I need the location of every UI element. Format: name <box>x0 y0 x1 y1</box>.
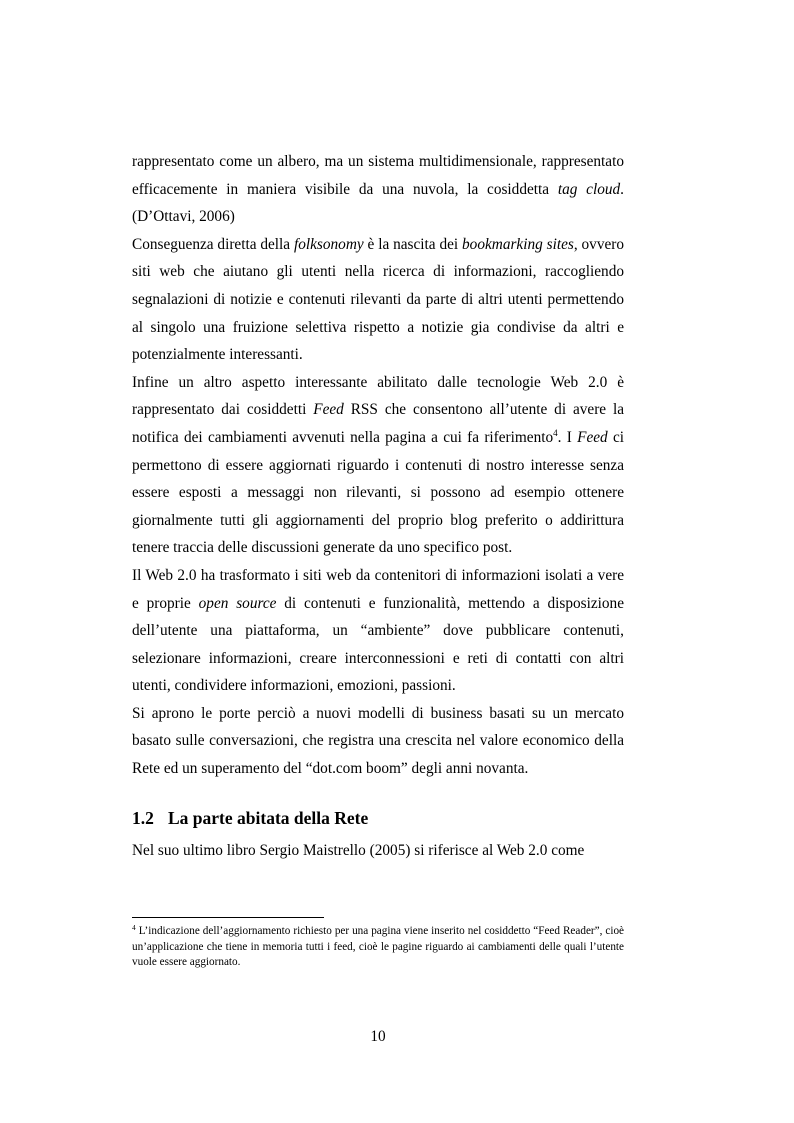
emphasis-bookmarking-sites: bookmarking sites <box>462 235 574 253</box>
text-run: RSS che consentono all’utente di avere la notifica dei cambiamenti avvenuti nella pagina a cui fa riferimento <box>132 401 625 446</box>
paragraph-6: Nel suo ultimo libro Sergio Maistrello (2005) si riferisce al Web 2.0 come <box>132 841 585 859</box>
text-run: di contenuti e funzionalità, mettendo a disposizione dell’utente una piattaforma, un “ambiente” dove pubblicare contenuti, selezionare informazioni, creare interconnessioni e reti di contatti con altri utenti, condividere informazioni, emozioni, passioni. <box>132 594 624 695</box>
emphasis-feed: Feed <box>577 428 608 446</box>
emphasis-open-source: open source <box>198 594 277 612</box>
text-run: , ovvero siti web che aiutano gli utenti nella ricerca di informazioni, raccogliendo segnalazioni di notizie e contenuti rilevanti da parte di altri utenti permettendo al singolo una fruizione selettiva rispetto a notizie gia condivise da altri e potenzialmente interessanti. <box>132 235 625 364</box>
emphasis-feed: Feed <box>313 401 344 419</box>
paragraph-3 <box>132 369 624 562</box>
text-run: rappresentato come un albero, ma un sistema multidimensionale, rappresentato efficacemente in maniera visibile da una nuvola, la cosiddetta <box>132 153 624 198</box>
section-number: 1.2 <box>132 807 154 828</box>
footnote-text: L’indicazione dell’aggiornamento richiesto per una pagina viene inserito nel cosiddetto “Feed Reader”, cioè un’applicazione che tiene in memoria tutti i feed, cioè le pagine riguardo ai cambiamenti delle quali l’utente vuole essere aggiornato. <box>132 925 624 969</box>
page-body <box>132 148 624 864</box>
footnote <box>132 924 624 971</box>
section-heading <box>132 803 624 833</box>
text-run: Infine un altro aspetto interessante abilitato dalle tecnologie Web 2.0 è rappresentato dai cosiddetti <box>132 373 624 419</box>
footnote-reference[interactable]: 4 <box>553 427 558 438</box>
page-number: 10 <box>370 1028 386 1045</box>
footnote-divider <box>132 917 324 918</box>
footnote-number: 4 <box>132 923 136 932</box>
paragraph-5: Si aprono le porte perciò a nuovi modelli di business basati su un mercato basato sulle conversazioni, che registra una crescita nel valore economico della Rete ed un superamento del “dot.com boom” degli anni novanta. <box>132 704 624 778</box>
emphasis-tag-cloud: tag cloud <box>557 180 621 198</box>
text-run: Il Web 2.0 ha trasformato i siti web da contenitori di informazioni isolati a vere e proprie <box>132 566 624 612</box>
text-run: è la nascita dei <box>363 235 463 253</box>
paragraph-2 <box>132 231 624 369</box>
paragraph-1 <box>132 148 624 231</box>
text-run: . (D’Ottavi, 2006) <box>132 180 624 226</box>
emphasis-folksonomy: folksonomy <box>293 235 364 253</box>
text-run: ci permettono di essere aggiornati riguardo i contenuti di nostro interesse senza essere esposti a messaggi non rilevanti, si possono ad esempio ottenere giornalmente tutti gli aggiornamenti del proprio blog preferito o addirittura tenere traccia delle discussioni generate da uno specifico post. <box>132 428 624 557</box>
text-run: . I <box>557 428 578 446</box>
text-run: Conseguenza diretta della <box>132 235 294 253</box>
paragraph-4 <box>132 562 624 700</box>
section-title: La parte abitata della Rete <box>168 807 369 828</box>
